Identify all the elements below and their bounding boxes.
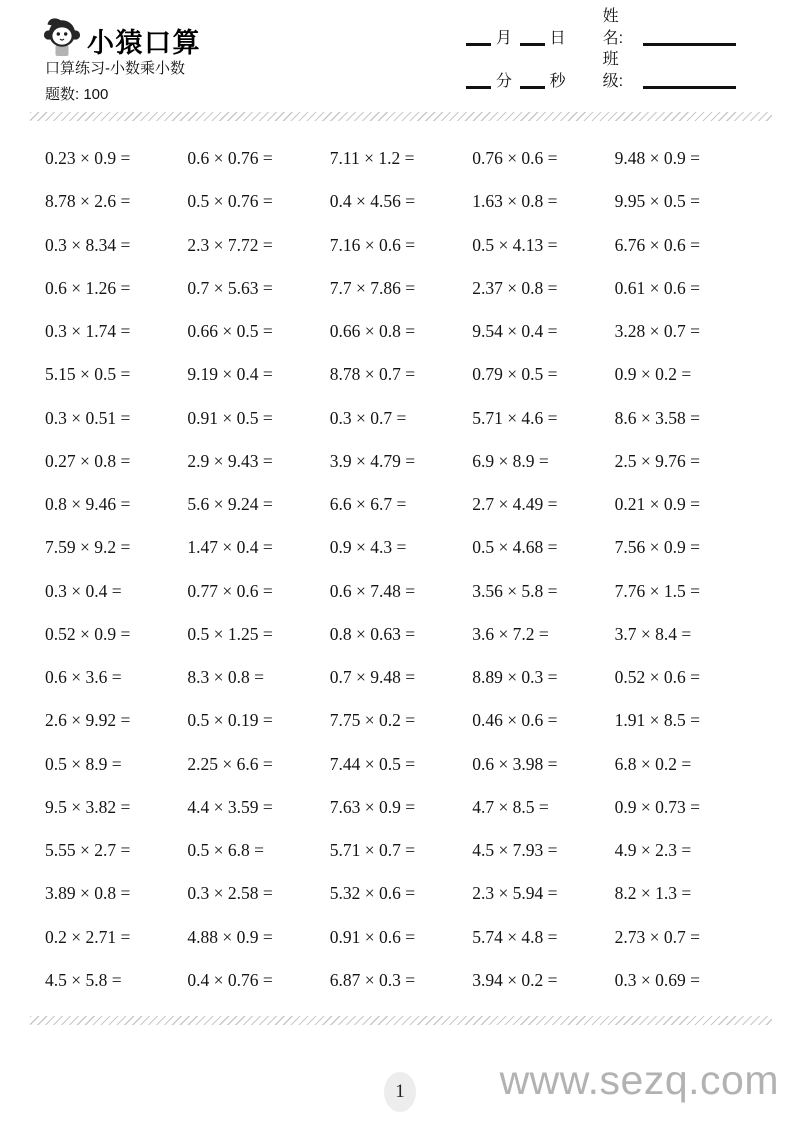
problem: 0.91 × 0.6 = [329,926,416,947]
problem: 8.2 × 1.3 = [614,883,692,904]
second-blank [520,86,545,89]
problem: 0.3 × 0.4 = [45,580,122,601]
problem: 7.75 × 0.2 = [329,710,416,731]
problem: 0.21 × 0.9 = [614,494,700,515]
problem: 0.46 × 0.6 = [472,710,558,731]
problem: 0.66 × 0.5 = [187,321,273,342]
problem: 0.79 × 0.5 = [472,364,558,385]
problem: 0.9 × 4.3 = [329,537,407,558]
problem: 0.8 × 0.63 = [329,623,416,644]
class-label: 班级: [602,51,624,90]
bottom-divider [30,1016,772,1025]
problem: 0.77 × 0.6 = [187,580,273,601]
problem: 0.6 × 1.26 = [45,277,131,298]
header-fields [466,8,736,93]
problem: 8.3 × 0.8 = [187,667,265,688]
problem: 0.52 × 0.9 = [45,623,131,644]
problem: 7.44 × 0.5 = [329,753,416,774]
problem: 7.11 × 1.2 = [329,148,415,169]
app-title: 小猿口算 [87,28,201,58]
problem: 1.91 × 8.5 = [614,710,700,731]
problem: 4.5 × 7.93 = [472,840,558,861]
problem: 0.5 × 1.25 = [187,623,273,644]
problem: 1.47 × 0.4 = [187,537,273,558]
name-label: 姓名: [602,8,624,47]
problem: 8.78 × 0.7 = [329,364,416,385]
problem: 0.61 × 0.6 = [614,277,700,298]
problem: 2.25 × 6.6 = [187,753,273,774]
worksheet-subtitle: 口算练习-小数乘小数 [45,60,185,77]
problem: 0.5 × 4.68 = [472,537,558,558]
problem: 4.7 × 8.5 = [472,796,549,817]
problem: 8.89 × 0.3 = [472,667,558,688]
problem: 0.7 × 9.48 = [329,667,416,688]
problem: 9.54 × 0.4 = [472,321,558,342]
problem: 0.5 × 6.8 = [187,840,265,861]
problem: 0.3 × 0.51 = [45,407,131,428]
top-divider [30,112,772,121]
time-class-row [466,51,736,93]
problem: 2.37 × 0.8 = [472,277,558,298]
problem: 0.66 × 0.8 = [329,321,416,342]
problem: 7.63 × 0.9 = [329,796,416,817]
problem: 7.7 × 7.86 = [329,277,416,298]
minute-blank [466,86,491,89]
problem: 2.3 × 7.72 = [187,234,273,255]
class-blank [643,86,736,89]
problem: 5.74 × 4.8 = [472,926,558,947]
problem: 4.4 × 3.59 = [187,796,273,817]
problem: 0.6 × 0.76 = [187,148,273,169]
problem: 6.6 × 6.7 = [329,494,407,515]
problem: 7.59 × 9.2 = [45,537,131,558]
problem: 5.71 × 0.7 = [329,840,416,861]
problem: 9.48 × 0.9 = [614,148,700,169]
problem: 6.87 × 0.3 = [329,969,416,990]
problem: 0.9 × 0.73 = [614,796,700,817]
problem: 2.73 × 0.7 = [614,926,700,947]
problem: 2.9 × 9.43 = [187,450,273,471]
problem: 0.6 × 3.98 = [472,753,558,774]
problem: 3.89 × 0.8 = [45,883,131,904]
problem: 5.32 × 0.6 = [329,883,416,904]
problem-count: 题数: 100 [45,86,109,103]
day-label: 日 [549,30,566,47]
month-label: 月 [495,30,512,47]
problem: 2.5 × 9.76 = [614,450,700,471]
problem: 7.76 × 1.5 = [614,580,700,601]
problem: 2.7 × 4.49 = [472,494,558,515]
problem: 2.6 × 9.92 = [45,710,131,731]
page-number: 1 [395,1081,405,1102]
problem: 6.9 × 8.9 = [472,450,549,471]
problem-grid [45,137,757,1002]
problem: 6.76 × 0.6 = [614,234,700,255]
problem: 6.8 × 0.2 = [614,753,692,774]
problem: 3.6 × 7.2 = [472,623,549,644]
date-name-row [466,8,736,50]
problem: 5.55 × 2.7 = [45,840,131,861]
problem: 0.5 × 0.76 = [187,191,273,212]
problem: 4.88 × 0.9 = [187,926,273,947]
problem: 0.6 × 3.6 = [45,667,122,688]
problem: 0.3 × 0.69 = [614,969,700,990]
name-blank [643,43,736,46]
problem: 0.27 × 0.8 = [45,450,131,471]
watermark-text: www.sezq.com [499,1057,779,1103]
problem: 0.6 × 7.48 = [329,580,416,601]
second-label: 秒 [549,73,566,90]
problem: 9.95 × 0.5 = [614,191,700,212]
problem: 0.3 × 1.74 = [45,321,131,342]
problem: 0.91 × 0.5 = [187,407,273,428]
problem: 3.94 × 0.2 = [472,969,558,990]
day-blank [520,43,545,46]
problem: 0.3 × 0.7 = [329,407,407,428]
page-number-badge [384,1072,416,1112]
problem: 0.4 × 4.56 = [329,191,416,212]
month-blank [466,43,491,46]
problem: 3.7 × 8.4 = [614,623,692,644]
problem: 8.78 × 2.6 = [45,191,131,212]
problem: 0.2 × 2.71 = [45,926,131,947]
problem: 5.6 × 9.24 = [187,494,273,515]
problem: 9.5 × 3.82 = [45,796,131,817]
problem: 0.23 × 0.9 = [45,148,131,169]
problem: 0.52 × 0.6 = [614,667,700,688]
problem: 0.5 × 0.19 = [187,710,273,731]
problem: 0.3 × 2.58 = [187,883,273,904]
problem: 4.5 × 5.8 = [45,969,122,990]
problem: 0.9 × 0.2 = [614,364,692,385]
problem: 2.3 × 5.94 = [472,883,558,904]
problem: 1.63 × 0.8 = [472,191,558,212]
problem: 7.16 × 0.6 = [329,234,416,255]
problem: 7.56 × 0.9 = [614,537,700,558]
problem: 0.4 × 0.76 = [187,969,273,990]
problem: 3.28 × 0.7 = [614,321,700,342]
problem: 4.9 × 2.3 = [614,840,692,861]
problem: 0.3 × 8.34 = [45,234,131,255]
problem: 8.6 × 3.58 = [614,407,700,428]
problem: 0.5 × 4.13 = [472,234,558,255]
problem: 3.9 × 4.79 = [329,450,416,471]
problem: 0.8 × 9.46 = [45,494,131,515]
problem: 0.76 × 0.6 = [472,148,558,169]
problem: 0.5 × 8.9 = [45,753,122,774]
problem: 3.56 × 5.8 = [472,580,558,601]
problem: 0.7 × 5.63 = [187,277,273,298]
problem: 9.19 × 0.4 = [187,364,273,385]
problem: 5.71 × 4.6 = [472,407,558,428]
minute-label: 分 [495,73,512,90]
problem: 5.15 × 0.5 = [45,364,131,385]
